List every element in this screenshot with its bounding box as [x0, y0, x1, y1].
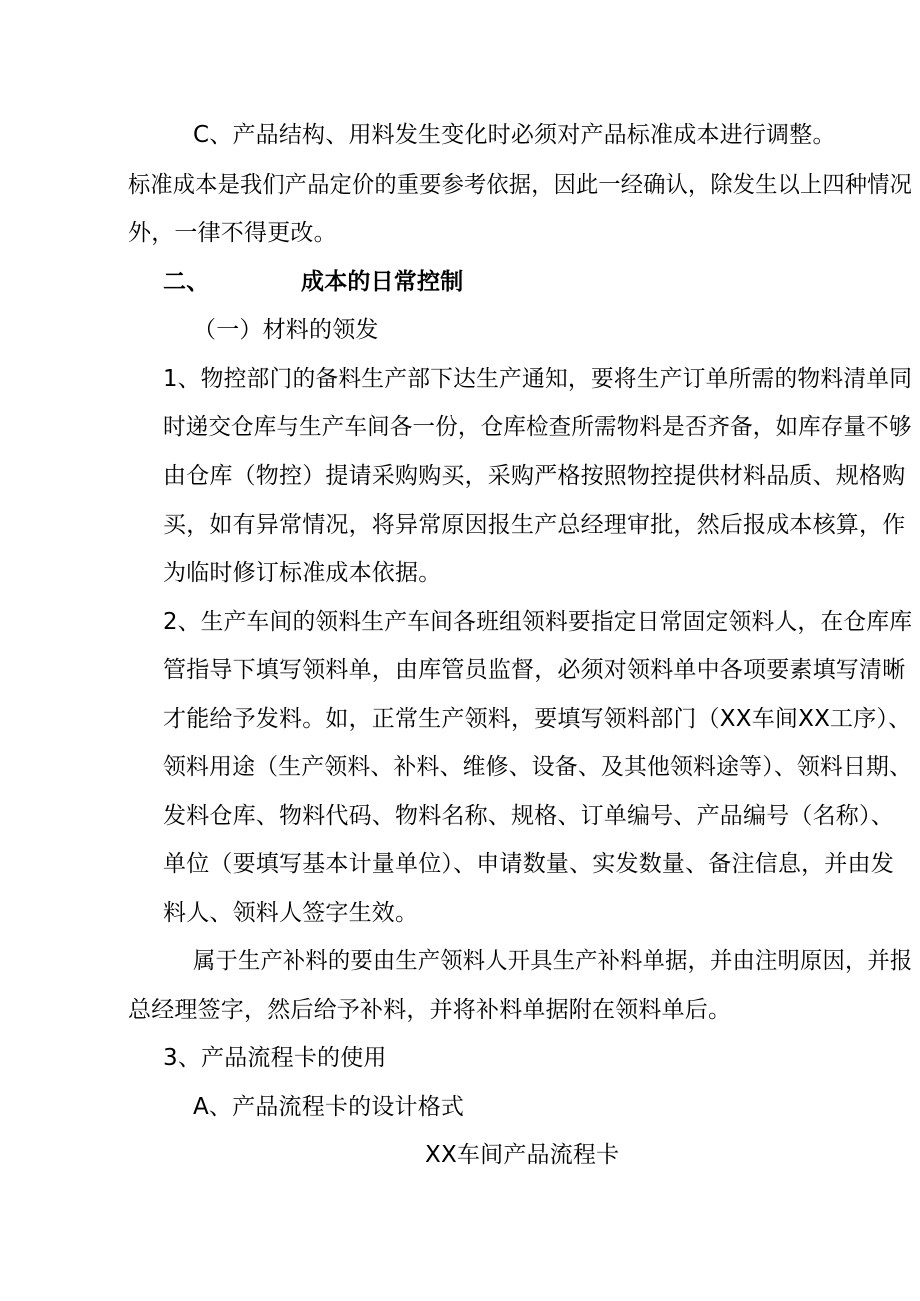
paragraph-line: 领料用途（生产领料、补料、维修、设备、及其他领料途等）、领料日期、: [163, 754, 913, 780]
paragraph-line: 料人、领料人签字生效。: [163, 900, 419, 926]
paragraph-line: 时递交仓库与生产车间各一份，仓库检查所需物料是否齐备，如库存量不够: [163, 414, 912, 440]
paragraph-line: 买，如有异常情况，将异常原因报生产总经理审批，然后报成本核算，作: [163, 512, 906, 538]
paragraph-line: 标准成本是我们产品定价的重要参考依据，因此一经确认，除发生以上四种情况: [128, 172, 912, 198]
paragraph-line: C、产品结构、用料发生变化时必须对产品标准成本进行调整。: [193, 122, 836, 148]
paragraph-line: 1、物控部门的备料生产部下达生产通知，要将生产订单所需的物料清单同: [163, 366, 913, 392]
paragraph-line: 由仓库（物控）提请采购购买，采购严格按照物控提供材料品质、规格购: [163, 463, 906, 489]
paragraph-line: 为临时修订标准成本依据。: [163, 560, 442, 586]
paragraph-line: 单位（要填写基本计量单位）、申请数量、实发数量、备注信息，并由发: [163, 851, 894, 877]
paragraph-line: 管指导下填写领料单，由库管员监督，必须对领料单中各项要素填写清晰: [163, 657, 906, 683]
subsection-heading: A、产品流程卡的设计格式: [193, 1094, 465, 1120]
paragraph-line: 发料仓库、物料代码、物料名称、规格、订单编号、产品编号（名称）、: [163, 803, 894, 829]
paragraph-line: 属于生产补料的要由生产领料人开具生产补料单据，并由注明原因，并报: [193, 948, 913, 974]
subsection-heading: （一）材料的领发: [193, 317, 379, 343]
section-heading: 成本的日常控制: [301, 269, 464, 295]
paragraph-line: 才能给予发料。如，正常生产领料，要填写领料部门（XX车间XX工序）、: [163, 706, 912, 732]
section-number: 二、: [163, 269, 210, 295]
paragraph-line: 总经理签字，然后给予补料，并将补料单据附在领料单后。: [128, 997, 732, 1023]
table-title: XX车间产品流程卡: [425, 1142, 620, 1168]
paragraph-line: 2、生产车间的领料生产车间各班组领料要指定日常固定领料人，在仓库库: [163, 609, 913, 635]
subsection-heading: 3、产品流程卡的使用: [163, 1045, 387, 1071]
paragraph-line: 外，一律不得更改。: [128, 220, 337, 246]
